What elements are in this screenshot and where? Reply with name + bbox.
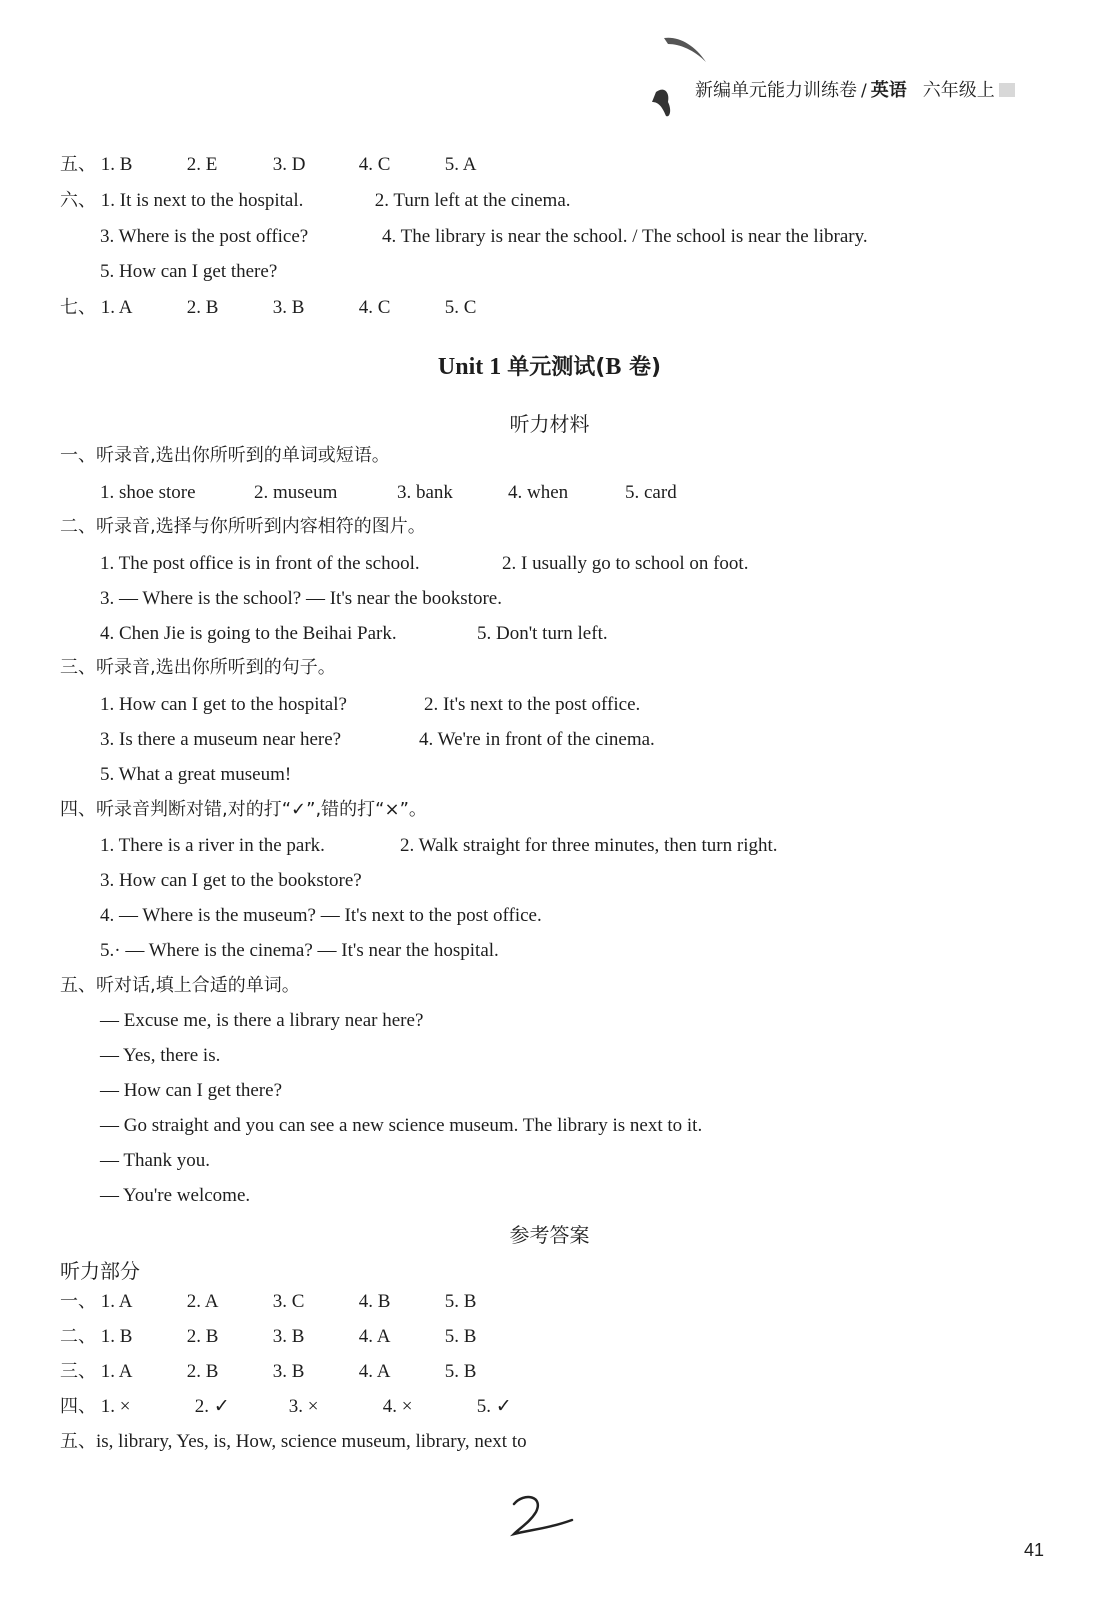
list-item: 1. The post office is in front of the school. <box>100 553 420 574</box>
listening-title: 听力材料 <box>509 412 590 436</box>
answer-row-5 <box>60 1430 527 1454</box>
list-item: 5.· — Where is the cinema? — It's near the hospital. <box>100 940 499 961</box>
q3-row-3 <box>100 763 291 787</box>
answer-item: 4. B <box>358 1291 391 1312</box>
answer-item: 3. B <box>272 297 305 318</box>
dialogue-line: — Yes, there is. <box>100 1045 221 1066</box>
unit-title-cn2: 卷) <box>621 355 662 380</box>
section-marker: 四、 <box>60 1396 96 1417</box>
prev-answer-row-5 <box>60 153 476 177</box>
list-item: 2. Walk straight for three minutes, then turn right. <box>400 835 778 856</box>
grade-name: 六年级上 <box>922 80 995 101</box>
dialogue-line: — Go straight and you can see a new science museum. The library is next to it. <box>100 1115 703 1136</box>
answer-item: 1. B <box>100 1326 133 1347</box>
list-item: 1. There is a river in the park. <box>100 835 325 856</box>
q2-row-3 <box>100 622 608 646</box>
section-marker: 一、 <box>60 1291 96 1312</box>
header-separator: / <box>861 81 867 101</box>
answer-item: 1. It is next to the hospital. <box>100 190 304 211</box>
answer-item: 2. B <box>186 1326 219 1347</box>
list-item: 5. Don't turn left. <box>477 623 608 644</box>
q4-row-4 <box>100 939 499 963</box>
answer-item: 3. B <box>272 1326 305 1347</box>
answer-item: 3. × <box>288 1396 319 1417</box>
answers-title: 参考答案 <box>509 1223 590 1247</box>
dialogue-line: — You're welcome. <box>100 1185 251 1206</box>
q4-row-2 <box>100 869 362 893</box>
answer-item: 4. × <box>382 1396 413 1417</box>
answer-item: is, library, Yes, is, How, science museum, library, next to <box>96 1431 527 1452</box>
answer-row-2 <box>60 1325 476 1349</box>
list-item: 1. How can I get to the hospital? <box>100 694 347 715</box>
answer-item: 3. D <box>272 154 306 175</box>
answer-item: 2. E <box>186 154 218 175</box>
answer-item: 1. A <box>100 297 133 318</box>
answer-item: 4. C <box>358 154 391 175</box>
answer-item: 2. B <box>186 1361 219 1382</box>
section-marker: 三、 <box>60 1361 96 1382</box>
page-number: 41 <box>1024 1540 1045 1560</box>
list-item: 2. museum <box>254 482 338 503</box>
subject-name: 英语 <box>870 80 907 101</box>
answer-item: 5. A <box>444 154 477 175</box>
unit-title-en: Unit 1 <box>437 354 508 380</box>
answer-item: 2. Turn left at the cinema. <box>374 190 571 211</box>
answer-item: 4. A <box>358 1361 391 1382</box>
q5-instruction: 五、听对话,填上合适的单词。 <box>60 975 300 996</box>
section-marker: 五、 <box>60 154 96 175</box>
list-item: 4. Chen Jie is going to the Beihai Park. <box>100 623 397 644</box>
prev-answer-row-6a <box>60 189 571 213</box>
answer-item: 1. A <box>100 1361 133 1382</box>
answer-row-3 <box>60 1360 476 1384</box>
list-item: 5. What a great museum! <box>100 764 292 785</box>
prev-answer-row-6c <box>100 260 277 284</box>
q2-row-1 <box>100 552 748 576</box>
answer-item: 3. C <box>272 1291 305 1312</box>
list-item: 3. Is there a museum near here? <box>100 729 342 750</box>
list-item: 5. card <box>625 482 677 503</box>
list-item: 3. — Where is the school? — It's near the bookstore. <box>100 588 502 609</box>
header-box-icon <box>999 83 1015 97</box>
q3-row-2 <box>100 728 655 752</box>
answer-item: 5. B <box>444 1326 477 1347</box>
q4-row-1 <box>100 834 778 858</box>
answer-item: 2. B <box>186 297 219 318</box>
unit-title-b: B <box>605 354 622 380</box>
list-item: 2. It's next to the post office. <box>424 694 641 715</box>
section-marker: 二、 <box>60 1326 96 1347</box>
answer-item: 5. B <box>444 1291 477 1312</box>
list-item: 1. shoe store <box>100 482 196 503</box>
section-marker: 七、 <box>60 297 96 318</box>
q3-instruction: 三、听录音,选出你所听到的句子。 <box>60 657 336 678</box>
section-marker: 六、 <box>60 190 96 211</box>
q2-instruction: 二、听录音,选择与你所听到内容相符的图片。 <box>60 516 426 537</box>
q1-items <box>100 481 677 505</box>
dialogue-line: — Thank you. <box>100 1150 210 1171</box>
answer-item: 3. Where is the post office? <box>100 226 309 247</box>
answer-item: 3. B <box>272 1361 305 1382</box>
answer-row-1 <box>60 1290 476 1314</box>
series-name: 新编单元能力训练卷 <box>695 80 857 101</box>
list-item: 3. bank <box>397 482 453 503</box>
q4-row-3 <box>100 904 542 928</box>
answer-item: 5. C <box>444 297 477 318</box>
unit-title-cn: 单元测试( <box>507 355 606 380</box>
answer-item: 1. A <box>100 1291 133 1312</box>
answer-item: 5. ✓ <box>476 1396 512 1417</box>
answer-item: 1. B <box>100 154 133 175</box>
handwritten-mark-icon <box>510 1490 580 1540</box>
list-item: 3. How can I get to the bookstore? <box>100 870 362 891</box>
answer-row-4 <box>60 1395 512 1419</box>
answer-item: 4. C <box>358 297 391 318</box>
answer-item: 1. × <box>100 1396 131 1417</box>
section-marker: 五、 <box>60 1431 96 1452</box>
list-item: 4. when <box>508 482 569 503</box>
answer-item: 2. ✓ <box>194 1396 230 1417</box>
q3-row-1 <box>100 693 640 717</box>
q1-instruction: 一、听录音,选出你所听到的单词或短语。 <box>60 445 390 466</box>
answer-item: 5. How can I get there? <box>100 261 278 282</box>
q4-instruction: 四、听录音判断对错,对的打“✓”,错的打“×”。 <box>60 799 427 820</box>
dialogue-line: — How can I get there? <box>100 1080 283 1101</box>
list-item: 4. — Where is the museum? — It's next to the post office. <box>100 905 542 926</box>
list-item: 4. We're in front of the cinema. <box>419 729 655 750</box>
answer-item: 2. A <box>186 1291 219 1312</box>
prev-answer-row-7 <box>60 296 476 320</box>
list-item: 2. I usually go to school on foot. <box>502 553 749 574</box>
answer-item: 4. A <box>358 1326 391 1347</box>
answers-section-title: 听力部分 <box>60 1259 140 1283</box>
dialogue-line: — Excuse me, is there a library near here? <box>100 1010 424 1031</box>
running-header <box>695 76 1015 102</box>
q2-row-2 <box>100 587 502 611</box>
answer-item: 4. The library is near the school. / The school is near the library. <box>382 226 868 247</box>
unit-title <box>0 350 1099 381</box>
answer-item: 5. B <box>444 1361 477 1382</box>
prev-answer-row-6b <box>100 225 868 249</box>
